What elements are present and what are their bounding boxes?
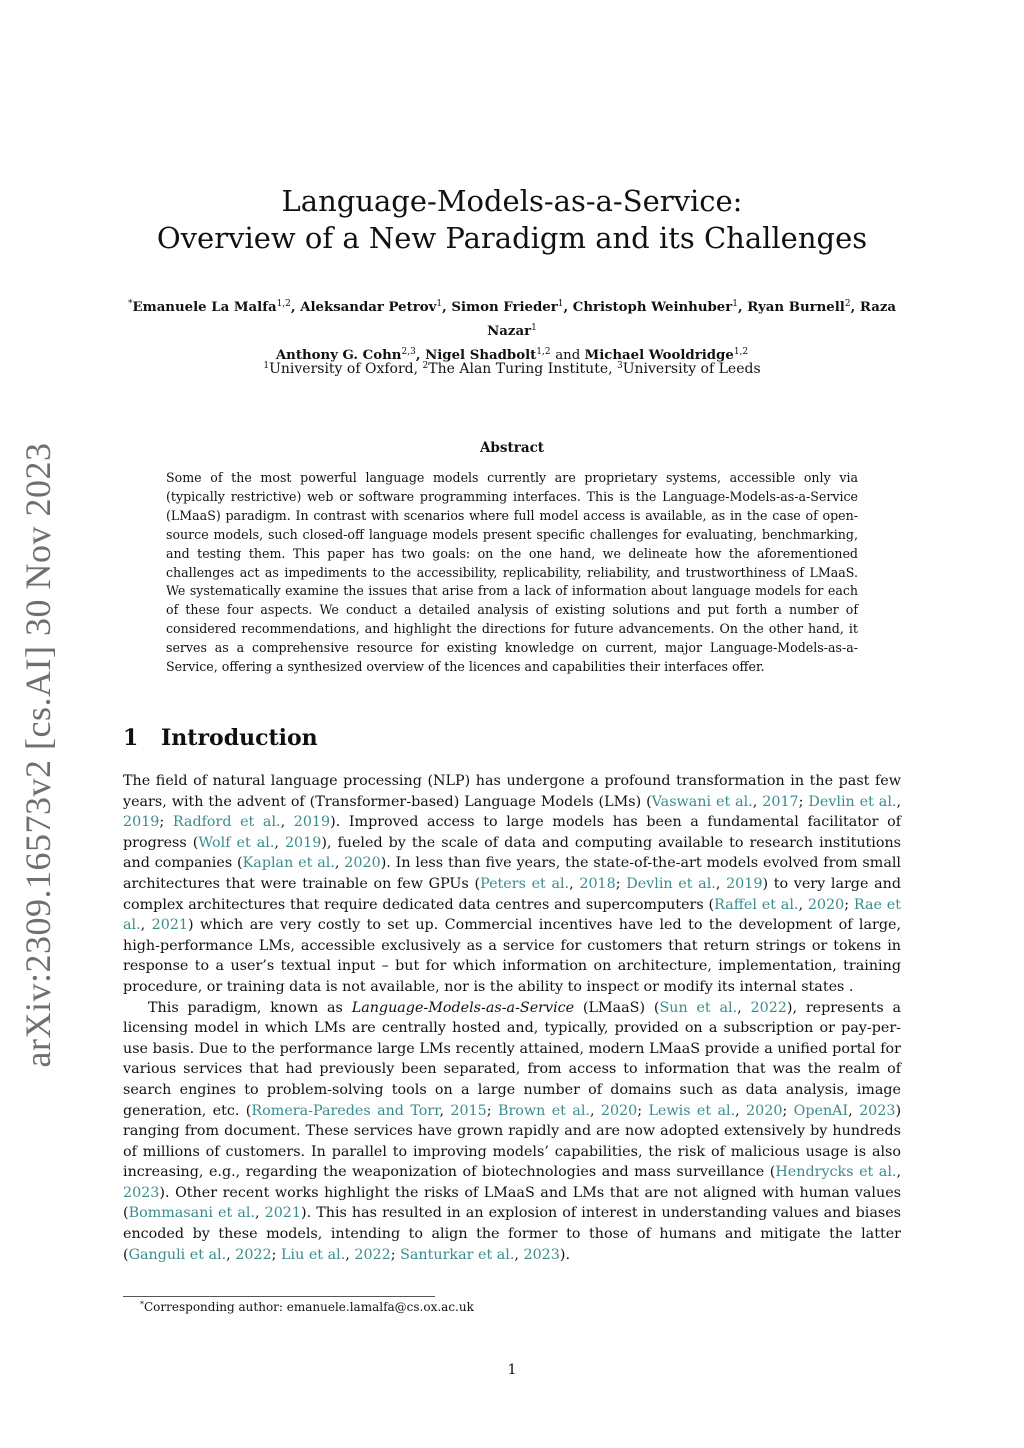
- affiliation-number: 1: [263, 361, 270, 371]
- footnote-divider: [123, 1296, 435, 1297]
- title-line-1: Language-Models-as-a-Service:: [281, 184, 743, 218]
- citation-link[interactable]: 2018: [579, 875, 616, 892]
- citation-link[interactable]: 2020: [746, 1102, 783, 1119]
- affiliation-name: University of Leeds: [622, 361, 761, 377]
- author-affiliation-mark: 1: [531, 323, 537, 333]
- arxiv-identifier-stamp: arXiv:2309.16573v2 [cs.AI] 30 Nov 2023: [18, 442, 58, 1068]
- author-separator: ,: [415, 348, 426, 363]
- author-affiliation-mark: 1: [732, 299, 738, 309]
- citation-link[interactable]: Rae et al.: [123, 896, 901, 934]
- citation-link[interactable]: 2023: [123, 1184, 160, 1201]
- body-paragraph: This paradigm, known as Language-Models-as-a-Service (LMaaS) (Sun et al., 2022), represents a licensing model in which LMs are centrally hosted and, typically, provided on a subscription or pay-per-use basis. Due to the performance large LMs recently attained, modern LMaaS provide a unified portal for various services that had previously been separated, from access to information that was the realm of search engines to problem-solving tools on a large number of domains such as data analysis, image generation, etc. (Romera-Paredes and Torr, 2015; Brown et al., 2020; Lewis et al., 2020; OpenAI, 2023) ranging from document. These services have grown rapidly and are now adopted extensively by hundreds of millions of customers. In parallel to improving models’ capabilities, the risk of malicious usage is also increasing, e.g., regarding the weaponization of biotechnologies and mass surveillance (Hendrycks et al., 2023). Other recent works highlight the risks of LMaaS and LMs that are not aligned with human values (Bommasani et al., 2021). This has resulted in an explosion of interest in understanding values and biases encoded by these models, intending to align the former to those of humans and mitigate the latter (Ganguli et al., 2022; Liu et al., 2022; Santurkar et al., 2023).: [123, 999, 902, 1263]
- paper-title: [110, 183, 914, 257]
- author-affiliation-mark: 1: [436, 299, 443, 309]
- title-line-2: Overview of a New Paradigm and its Challenges: [156, 221, 868, 255]
- citation-link[interactable]: Bommasani et al.: [128, 1205, 255, 1222]
- citation-link[interactable]: Liu et al.: [281, 1246, 346, 1263]
- affiliation-number: 2: [422, 361, 429, 371]
- citation-link[interactable]: Hendrycks et al.: [775, 1164, 897, 1181]
- citation-link[interactable]: 2019: [726, 875, 763, 892]
- citation-link[interactable]: 2022: [354, 1246, 391, 1263]
- corresponding-mark: *: [127, 299, 133, 309]
- citation-link[interactable]: 2023: [859, 1102, 896, 1119]
- author-conjunction: and: [555, 348, 585, 363]
- footnote-mark: *: [140, 1300, 144, 1309]
- author-name: Simon Frieder: [451, 300, 558, 315]
- section-number: 1: [123, 725, 139, 751]
- author-separator: ,: [290, 300, 301, 315]
- citation-link[interactable]: Devlin et al.: [808, 793, 897, 810]
- body-paragraph: The field of natural language processing (NLP) has undergone a profound transformation in the past few years, with the advent of (Transformer-based) Language Models (LMs) (Vaswani et al., 2017; Devlin et al., 2019; Radford et al., 2019). Improved access to large models has been a fundamental facilitator of progress (Wolf et al., 2019), fueled by the scale of data and computing available to research institutions and companies (Kaplan et al., 2020). In less than five years, the state-of-the-art models evolved from small architectures that were trainable on few GPUs (Peters et al., 2018; Devlin et al., 2019) to very large and complex architectures that require dedicated data centres and supercomputers (Raffel et al., 2020; Rae et al., 2021) which are very costly to set up. Commercial incentives have led to the development of large, high-performance LMs, accessible exclusively as a service for customers that return strings or tokens in response to a user’s textual input – but for which information on architecture, implementation, training procedure, or training data is not available, nor is the ability to inspect or modify its internal states .: [123, 773, 902, 995]
- abstract-text: Some of the most powerful language models currently are proprietary systems, accessible only via (typically restrictive) web or software programming interfaces. This is the Language-Models-as-a-Service (LMaaS) paradigm. In contrast with scenarios where full model access is available, as in the case of open-source models, such closed-off language models present specific challenges for evaluating, benchmarking, and testing them. This paper has two goals: on the one hand, we delineate how the aforementioned challenges act as impediments to the accessibility, replicability, reliability, and trustworthiness of LMaaS. We systematically examine the issues that arise from a lack of information about language models for each of these four aspects. We conduct a detailed analysis of existing solutions and put forth a number of considered recommendations, and highlight the directions for future advancements. On the other hand, it serves as a comprehensive resource for existing knowledge on current, major Language-Models-as-a-Service, offering a synthesized overview of the licences and capabilities their interfaces offer.: [166, 470, 858, 675]
- emphasized-term: Language-Models-as-a-Service: [351, 999, 575, 1016]
- author-separator: ,: [850, 300, 860, 315]
- citation-link[interactable]: Peters et al.: [480, 875, 570, 892]
- author-name: Raza Nazar: [487, 300, 897, 339]
- citation-link[interactable]: 2019: [293, 814, 331, 831]
- author-name: Emanuele La Malfa: [132, 300, 277, 315]
- author-separator: ,: [738, 300, 748, 315]
- introduction-body: [123, 771, 901, 1265]
- citation-link[interactable]: Santurkar et al.: [400, 1246, 515, 1263]
- citation-link[interactable]: 2022: [235, 1246, 272, 1263]
- citation-link[interactable]: 2020: [600, 1102, 638, 1119]
- citation-link[interactable]: Wolf et al.: [198, 834, 275, 851]
- citation-link[interactable]: 2020: [807, 896, 845, 913]
- abstract-heading: Abstract: [479, 440, 545, 456]
- citation-link[interactable]: 2017: [762, 793, 799, 810]
- author-name: Michael Wooldridge: [584, 348, 734, 363]
- citation-link[interactable]: Radford et al.: [172, 814, 281, 831]
- citation-link[interactable]: 2019: [123, 814, 160, 831]
- author-list: [110, 296, 914, 368]
- citation-link[interactable]: Romera-Paredes and Torr: [251, 1102, 440, 1119]
- affiliation-name: University of Oxford,: [269, 361, 423, 377]
- author-line-1: [110, 296, 914, 344]
- footnote: [140, 1300, 474, 1314]
- author-name: Nigel Shadbolt: [425, 348, 537, 363]
- author-affiliation-mark: 1,2: [733, 347, 749, 357]
- author-name: Anthony G. Cohn: [275, 348, 402, 363]
- citation-link[interactable]: Devlin et al.: [626, 875, 716, 892]
- author-affiliation-mark: 2: [844, 299, 851, 309]
- citation-link[interactable]: Kaplan et al.: [242, 855, 335, 872]
- citation-link[interactable]: 2020: [344, 855, 381, 872]
- citation-link[interactable]: OpenAI: [793, 1102, 849, 1119]
- author-separator: ,: [442, 300, 452, 315]
- citation-link[interactable]: 2022: [750, 999, 787, 1016]
- citation-link[interactable]: Ganguli et al.: [128, 1246, 227, 1263]
- author-affiliation-mark: 1,2: [276, 299, 291, 309]
- citation-link[interactable]: Sun et al.: [659, 999, 738, 1016]
- footnote-text: Corresponding author: emanuele.lamalfa@cs.ox.ac.uk: [144, 1300, 474, 1314]
- citation-link[interactable]: 2023: [523, 1246, 560, 1263]
- citation-link[interactable]: Raffel et al.: [714, 896, 799, 913]
- author-name: Aleksandar Petrov: [300, 300, 437, 315]
- author-affiliation-mark: 1: [557, 299, 564, 309]
- author-affiliation-mark: 2,3: [401, 347, 416, 357]
- citation-link[interactable]: 2021: [264, 1205, 301, 1222]
- affiliation-number: 3: [617, 361, 623, 371]
- citation-link[interactable]: Brown et al.: [497, 1102, 590, 1119]
- section-title: Introduction: [161, 725, 318, 751]
- affiliations: [110, 359, 914, 379]
- author-name: Ryan Burnell: [747, 300, 845, 315]
- citation-link[interactable]: 2021: [151, 917, 189, 934]
- affiliation-name: The Alan Turing Institute,: [428, 361, 617, 377]
- author-separator: ,: [563, 300, 573, 315]
- author-affiliation-mark: 1,2: [536, 347, 551, 357]
- author-name: Christoph Weinhuber: [572, 300, 733, 315]
- citation-link[interactable]: Vaswani et al.: [651, 793, 753, 810]
- citation-link[interactable]: Lewis et al.: [648, 1102, 736, 1119]
- section-heading: [123, 725, 318, 751]
- page-number: 1: [507, 1362, 517, 1378]
- citation-link[interactable]: 2019: [284, 834, 322, 851]
- citation-link[interactable]: 2015: [450, 1102, 487, 1119]
